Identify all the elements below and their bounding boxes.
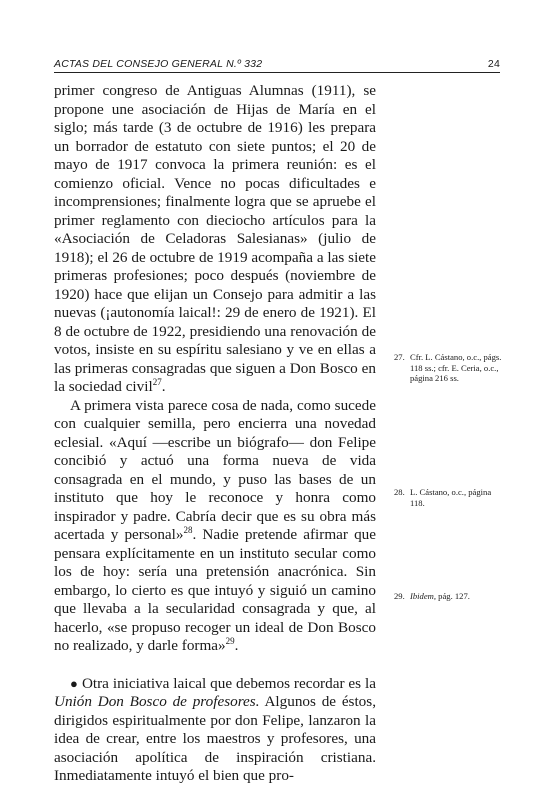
footnote-ref-29: 29	[225, 635, 235, 646]
paragraph-1: primer congreso de Antiguas Alumnas (1911), se propone une asociación de Hijas de María en el siglo; más tarde (3 de octubre de 1916) les prepara un borrador de estatuto con siete puntos; el 20 de mayo de 1917 convoca la primera reunión: es el comienzo oficial. Vence no pocas dificultades e incomprensiones; finalmente logra que se apruebe el primer reglamento con dieciocho artículos para la «Asociación de Celadoras Salesianas» (julio de 1918); el 26 de octubre de 1919 acompaña a las siete primeras profesiones; poco después (noviembre de 1920) hace que elijan un Consejo para admitir a las nuevas (¡autonomía laical!: 29 de enero de 1921). El 8 de octubre de 1922, presidiendo una renovación de votos, insiste en su espíritu salesiano y ve en ellas a las primeras consagradas que siguen a Don Bosco en la sociedad civil$^{27}$.	[54, 82, 376, 395]
footnote-italic: Ibidem,	[410, 591, 437, 601]
footnote-number: 28.	[394, 487, 405, 497]
footnote-text-wrap	[410, 591, 506, 602]
header-rule	[54, 72, 500, 73]
footnote-29	[394, 591, 506, 602]
bullet-icon: ●	[70, 675, 78, 691]
main-text-column	[54, 82, 376, 786]
footnote-text: Cfr. L. Cástano, o.c., págs. 118 ss.; cfr. E. Ceria, o.c., página 216 ss.	[410, 352, 502, 383]
footnote-27	[394, 352, 506, 384]
footnote-ref-28: 28	[183, 524, 193, 535]
page-number: 24	[487, 58, 500, 70]
running-header	[54, 58, 500, 70]
paragraph-2-text-a: A primera vista parece cosa de nada, como sucede con cualquier semilla, pero encierra una novedad eclesial. «Aquí —escribe un biógrafo— don Felipe concibió y actuó una forma nueva de vida consagrada en el mundo, y puso las bases de un instituto que hoy le reconoce y honra como inspirador y padre. Cabría decir que es su obra más acertada y personal»	[54, 396, 376, 543]
paragraph-2: A primera vista parece cosa de nada, como sucede con cualquier semilla, pero encierra una novedad eclesial. «Aquí —escribe un biógrafo— don Felipe concibió y actuó una forma nueva de vida consagrada en el mundo, y puso las bases de un instituto que hoy le reconoce y honra como inspirador y padre. Cabría decir que es su obra más acertada y personal»$^{28}$. Nadie pretende afirmar que pensara explícitamente en un instituto secular como los de hoy: sería una pretensión anacrónica. Sin embargo, lo cierto es que intuyó y siguió un camino que llevaba a la secularidad consagrada y que, al hacerlo, «se propuso recoger un ideal de Don Bosco no realizado, y darle forma»$^{29}$.	[54, 396, 376, 654]
paragraph-3-italic: Unión Don Bosco de profesores.	[54, 693, 260, 710]
paragraph-3-text-b: Algunos de éstos, dirigidos espiritualmente por don Felipe, lanzaron la idea de crear, entre los maestros y profesores, una asociación apolítica de inspiración cristiana. Inmediatamente intuyó el bien que pro-	[54, 693, 376, 784]
footnote-28	[394, 487, 506, 508]
header-title: ACTAS DEL CONSEJO GENERAL N.º 332	[54, 58, 263, 70]
paragraph-3-text-a: Otra iniciativa laical que debemos recordar es la	[81, 674, 376, 692]
paragraph-2-text-b: . Nadie pretende afirmar que pensara explícitamente en un instituto secular como los de hoy: sería una pretensión anacrónica. Sin embargo, lo cierto es que intuyó y siguió un camino que llevaba a la secularidad consagrada y que, al hacerlo, «se propuso recoger un ideal de Don Bosco no realizado, y darle forma»	[54, 526, 376, 654]
paragraph-3	[54, 675, 376, 786]
footnote-text: L. Cástano, o.c., página 118.	[410, 487, 492, 508]
footnote-text: pág. 127.	[436, 591, 470, 601]
paragraph-1-text: primer congreso de Antiguas Alumnas (1911), se propone une asociación de Hijas de María en el siglo; más tarde (3 de octubre de 1916) les prepara un borrador de estatuto con siete puntos; el 20 de mayo de 1917 convoca la primera reunión: es el comienzo oficial. Vence no pocas dificultades e incomprensiones; finalmente logra que se apruebe el primer reglamento con dieciocho artículos para la «Asociación de Celadoras Salesianas» (julio de 1918); el 26 de octubre de 1919 acompaña a las siete primeras profesiones; poco después (noviembre de 1920) hace que elijan un Consejo para admitir a las nuevas (¡autonomía laical!: 29 de enero de 1921). El 8 de octubre de 1922, presidiendo una renovación de votos, insiste en su espíritu salesiano y ve en ellas a las primeras consagradas que siguen a Don Bosco en la sociedad civil	[54, 82, 376, 395]
footnote-ref-27: 27	[152, 376, 162, 387]
footnote-number: 29.	[394, 591, 405, 601]
footnote-number: 27.	[394, 352, 405, 362]
